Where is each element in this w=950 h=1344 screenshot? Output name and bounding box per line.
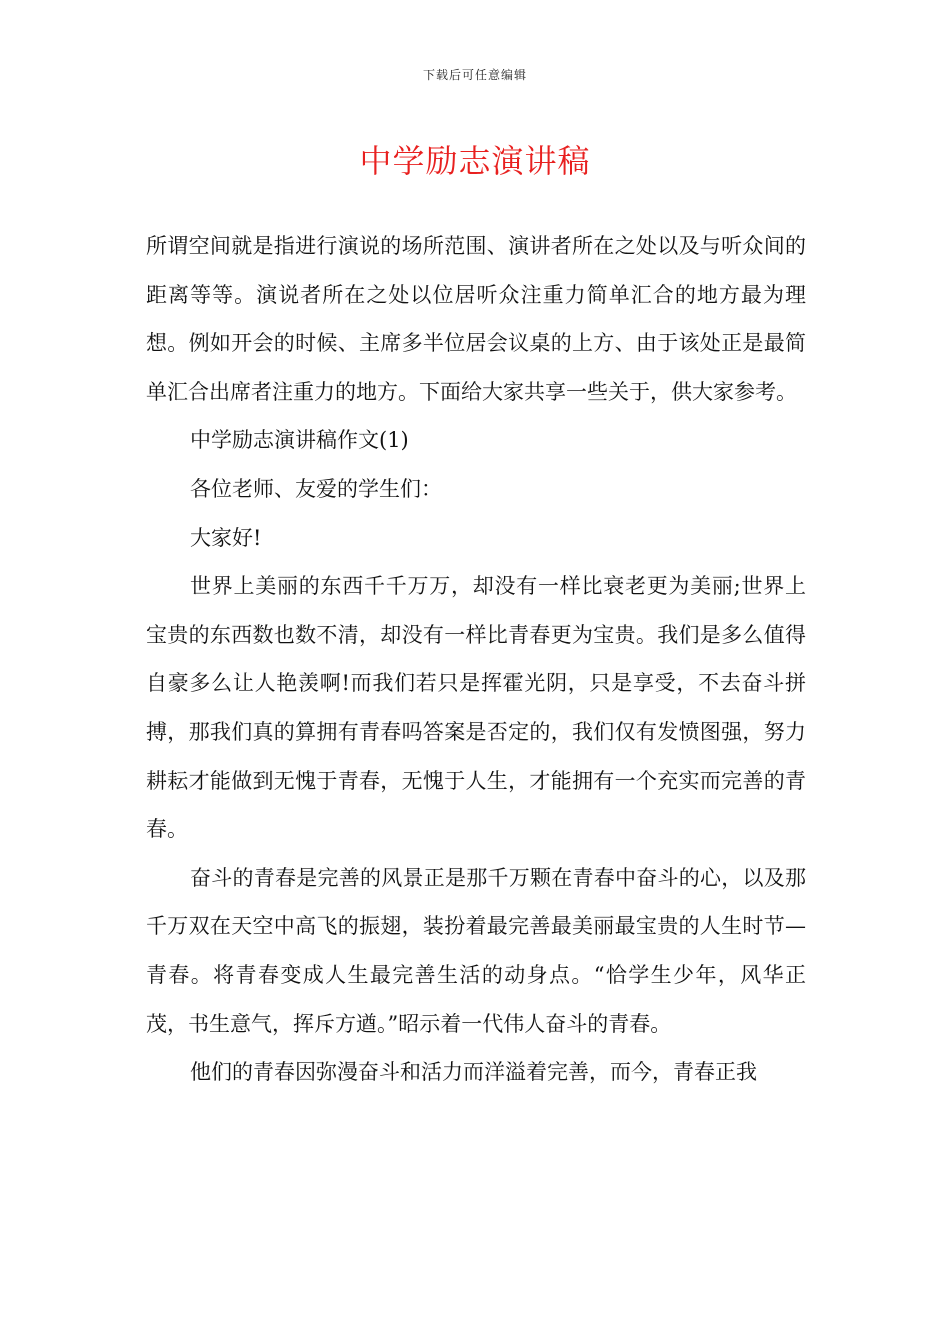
intro-paragraph: 所谓空间就是指进行演说的场所范围、演讲者所在之处以及与听众间的距离等等。演说者所在之处以位居听众注重力简单汇合的地方最为理想。例如开会的时候、主席多半位居会议桌的上方、由于该处正是最简单汇合出席者注重力的地方。下面给大家共享一些关于，供大家参考。: [146, 234, 806, 404]
document-title: 中学励志演讲稿: [359, 142, 591, 180]
body-paragraph: 他们的青春因弥漫奋斗和活力而洋溢着完善，而今，青春正我: [190, 1060, 757, 1085]
section-heading: 中学励志演讲稿作文(1): [190, 428, 409, 453]
greeting: 大家好!: [190, 525, 262, 550]
document-body: [146, 222, 806, 1097]
body-paragraph: 奋斗的青春是完善的风景正是那千万颗在青春中奋斗的心，以及那千万双在天空中高飞的振翅，装扮着最完善最美丽最宝贵的人生时节—青春。将青春变成人生最完善生活的动身点。“恰学生少年，风华正茂，书生意气，挥斥方遒。”昭示着一代伟人奋斗的青春。: [146, 865, 806, 1036]
header-note: 下载后可任意编辑: [422, 68, 527, 82]
body-paragraph: 世界上美丽的东西千千万万，却没有一样比衰老更为美丽;世界上宝贵的东西数也数不清，却没有一样比青春更为宝贵。我们是多么值得自豪多么让人艳羡啊!而我们若只是挥霍光阴，只是享受，不去奋斗拼搏，那我们真的算拥有青春吗答案是否定的，我们仅有发愤图强，努力耕耘才能做到无愧于青春，无愧于人生，才能拥有一个充实而完善的青春。: [146, 574, 806, 842]
salutation: 各位老师、友爱的学生们：: [190, 476, 442, 501]
